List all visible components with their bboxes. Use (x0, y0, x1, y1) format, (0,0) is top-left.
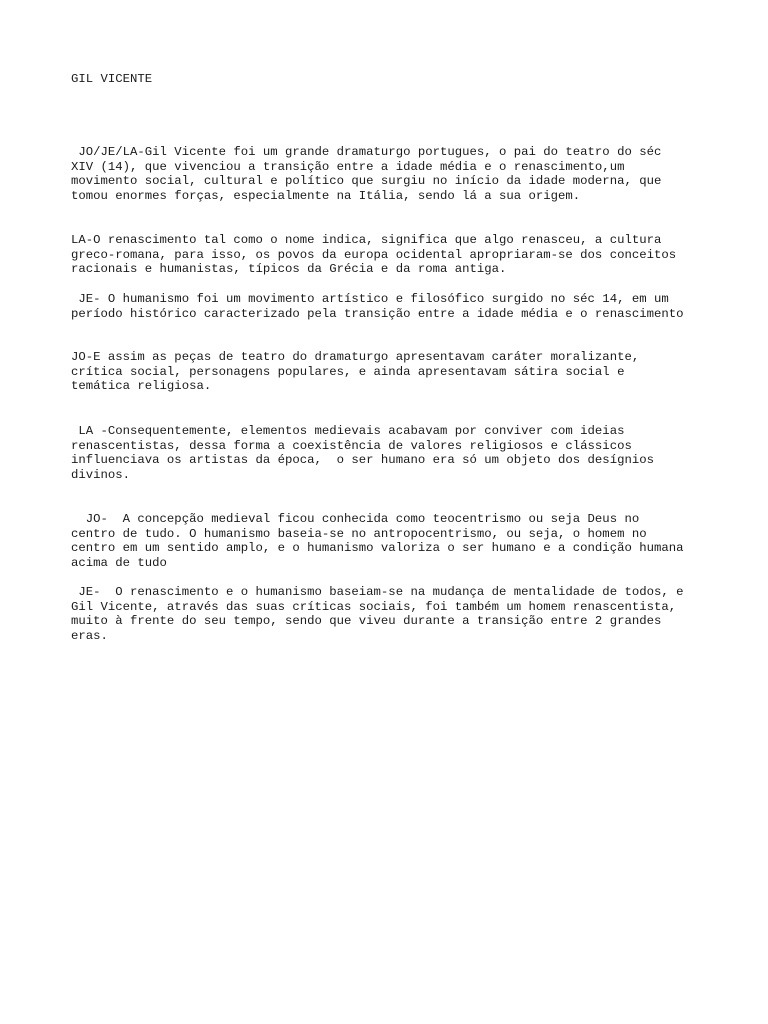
paragraph-elementos-medievais: LA -Consequentemente, elementos medievais acabavam por conviver com ideias renascentistas, dessa forma a coexistência de valores religiosos e clássicos influenciava os artistas da época, o ser humano era só um objeto dos desígnios divinos. (71, 424, 654, 483)
paragraph-intro: JO/JE/LA-Gil Vicente foi um grande dramaturgo portugues, o pai do teatro do séc XIV (14), que vivenciou a transição entre a idade média e o renascimento,um movimento social, cultural e político que surgiu no início da idade moderna, que tomou enormes forças, especialmente na Itália, sendo lá a sua origem. (71, 145, 662, 204)
paragraph-renascimento: LA-O renascimento tal como o nome indica, significa que algo renasceu, a cultura greco-romana, para isso, os povos da europa ocidental apropriaram-se dos conceitos racionais e humanistas, típicos da Grécia e da roma antiga. (71, 233, 677, 277)
document-body (71, 0, 711, 644)
paragraph-humanismo: JE- O humanismo foi um movimento artístico e filosófico surgido no séc 14, em um período histórico caracterizado pela transição entre a idade média e o renascimento (71, 292, 684, 321)
paragraph-teocentrismo: JO- A concepção medieval ficou conhecida como teocentrismo ou seja Deus no centro de tudo. O humanismo baseia-se no antropocentrismo, ou seja, o homem no centro em um sentido amplo, e o humanismo valoriza o ser humano e a condição humana acima de tudo (71, 512, 684, 571)
paragraph-pecas-teatro: JO-E assim as peças de teatro do dramaturgo apresentavam caráter moralizante, crítica social, personagens populares, e ainda apresentavam sátira social e temática religiosa. (71, 350, 640, 394)
paragraph-conclusao: JE- O renascimento e o humanismo baseiam-se na mudança de mentalidade de todos, e Gil Vicente, através das suas críticas sociais, foi também um homem renascentista, muito à frente do seu tempo, sendo que viveu durante a transição entre 2 grandes eras. (71, 585, 684, 644)
document-title: GIL VICENTE (71, 72, 153, 86)
